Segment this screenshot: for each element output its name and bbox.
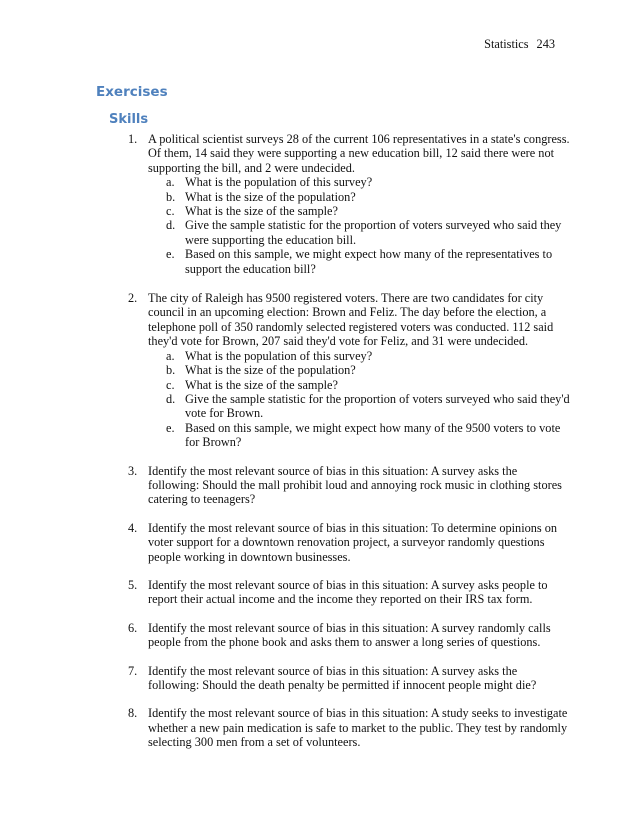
exercise-4 — [120, 521, 570, 564]
exercise-text: Identify the most relevant source of bias in this situation: A survey asks people to report their actual income and the income they reported on their IRS tax form. — [148, 577, 548, 607]
part-item — [148, 247, 570, 276]
part-letter: e. — [166, 420, 175, 435]
part-item — [148, 363, 570, 377]
part-item — [148, 204, 570, 218]
exercise-7 — [120, 664, 570, 693]
exercise-number: 6. — [128, 620, 138, 635]
skills-heading: Skills — [109, 112, 149, 127]
exercises-heading: Exercises — [96, 84, 168, 100]
part-item — [148, 218, 570, 247]
exercise-parts — [148, 349, 570, 450]
exercise-number: 5. — [128, 577, 138, 592]
exercise-number: 2. — [128, 291, 138, 306]
part-text: What is the population of this survey? — [185, 348, 373, 363]
exercise-text: Identify the most relevant source of bias in this situation: To determine opinions on voter support for a downtown renovation project, a surveyor randomly questions people working in downtown businesses. — [148, 520, 558, 564]
part-letter: c. — [166, 204, 175, 219]
exercise-number: 1. — [128, 132, 138, 146]
part-text: What is the size of the sample? — [185, 204, 338, 219]
page-number: 243 — [536, 37, 555, 51]
exercise-number: 4. — [128, 520, 138, 535]
part-text: Based on this sample, we might expect how many of the representatives to support the education bill? — [185, 247, 553, 276]
part-text: What is the size of the population? — [185, 189, 356, 204]
part-text: What is the size of the sample? — [185, 377, 338, 392]
part-letter: b. — [166, 189, 176, 204]
exercise-2 — [120, 291, 570, 449]
part-text: What is the size of the population? — [185, 363, 356, 378]
part-item — [148, 190, 570, 204]
exercise-number: 8. — [128, 706, 138, 721]
page-header — [484, 37, 555, 52]
part-item — [148, 421, 570, 450]
exercise-parts — [148, 175, 570, 276]
part-letter: b. — [166, 363, 176, 378]
exercise-text: Identify the most relevant source of bias in this situation: A survey randomly calls people from the phone book and asks them to answer a long series of questions. — [148, 620, 551, 650]
exercise-text: Identify the most relevant source of bias in this situation: A survey asks the following: Should the mall prohibit loud and annoying rock music in clothing stores catering to teenagers? — [148, 463, 562, 507]
part-letter: a. — [166, 348, 175, 363]
part-text: Give the sample statistic for the proportion of voters surveyed who said they were supporting the education bill. — [185, 218, 562, 247]
exercise-1 — [120, 132, 570, 276]
part-text: Based on this sample, we might expect how many of the 9500 voters to vote for Brown? — [185, 420, 561, 450]
part-letter: e. — [166, 247, 175, 262]
part-item — [148, 175, 570, 189]
exercise-text: A political scientist surveys 28 of the current 106 representatives in a state's congress. Of them, 14 said they were supporting a new education bill, 12 said there were not supporting the bill, and 2 were undecided. — [148, 132, 570, 175]
part-text: What is the population of this survey? — [185, 175, 373, 190]
part-letter: a. — [166, 175, 175, 190]
part-item — [148, 392, 570, 421]
part-text: Give the sample statistic for the proportion of voters surveyed who said they'd vote for Brown. — [185, 391, 570, 421]
exercise-6 — [120, 621, 570, 650]
exercise-3 — [120, 464, 570, 507]
part-item — [148, 349, 570, 363]
exercise-number: 7. — [128, 663, 138, 678]
exercise-list — [120, 132, 570, 750]
part-letter: d. — [166, 391, 176, 406]
exercise-5 — [120, 578, 570, 607]
exercise-text: Identify the most relevant source of bias in this situation: A study seeks to investigate whether a new pain medication is safe to market to the public. They test by randomly selecting 300 men from a set of volunteers. — [148, 706, 568, 750]
exercise-number: 3. — [128, 463, 138, 478]
part-item — [148, 378, 570, 392]
part-letter: d. — [166, 218, 176, 233]
part-letter: c. — [166, 377, 175, 392]
exercise-text: Identify the most relevant source of bias in this situation: A survey asks the following: Should the death penalty be permitted if innocent people might die? — [148, 663, 537, 692]
exercise-text: The city of Raleigh has 9500 registered voters. There are two candidates for city council in an upcoming election: Brown and Feliz. The day before the election, a telephone poll of 350 randomly selected registered voters was conducted. 112 said they'd vote for Brown, 207 said they'd vote for Feliz, and 31 were undecided. — [148, 291, 554, 349]
section-title: Statistics — [484, 37, 529, 51]
exercise-8 — [120, 706, 570, 749]
